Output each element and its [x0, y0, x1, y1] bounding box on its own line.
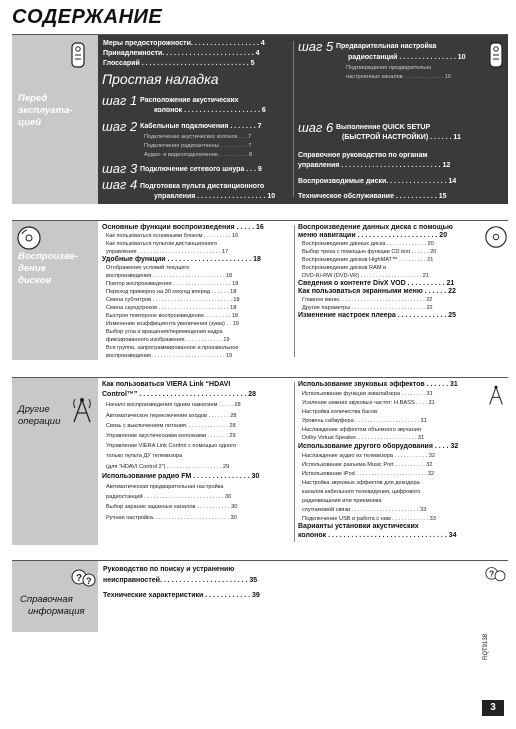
section-reference-content [98, 561, 508, 632]
toc-entry[interactable]: Меры предосторожности. . . . . . . . . . . . . . . . . . 4 [103, 40, 265, 47]
toc-subentry[interactable]: Вся группа, запрограммированное и произвольное [106, 345, 239, 351]
toc-entry[interactable]: Предварительная настройка [336, 43, 437, 50]
section-before-use-tab [484, 35, 508, 204]
toc-subentry[interactable]: Подтверждение предварительно [346, 65, 432, 71]
toc-entry[interactable]: Удобные функции . . . . . . . . . . . . . . . . . . . . . . 18 [102, 256, 261, 263]
toc-subentry[interactable]: Наслаждение эффектом объемного звучания [302, 426, 421, 433]
toc-entry[interactable]: радиостанций . . . . . . . . . . . . . . . 10 [348, 54, 466, 61]
side-label-line: Воспроизве- [18, 251, 78, 262]
toc-subentry[interactable]: Выбор угла и вращения/перемещения кадра [106, 329, 223, 335]
step-6-label: шаг 6 [298, 120, 334, 135]
toc-subentry[interactable]: Воспроизведение данных диска . . . . . . . . . . . . . 20 [302, 241, 434, 247]
toc-entry[interactable]: Варианты установки акустических [298, 523, 419, 531]
toc-subentry[interactable]: Управление акустическими колонками . . . . . . . 29 [106, 433, 236, 439]
toc-subentry[interactable]: настроенных каналов . . . . . . . . . . . . . 10 [346, 74, 451, 80]
svg-text:?: ? [76, 573, 83, 584]
toc-entry[interactable]: Воспроизводимые диски. . . . . . . . . . . . . . . . 14 [298, 178, 457, 185]
toc-entry[interactable]: (БЫСТРОЙ НАСТРОЙКИ) . . . . . . 11 [342, 134, 461, 141]
toc-subentry[interactable]: фиксированного изображения . . . . . . . . . . . . 19 [106, 337, 230, 343]
toc-entry[interactable]: Как пользоваться VIERA Link “HDAVI [102, 381, 231, 388]
toc-subentry[interactable]: Отображение условий текущего [106, 265, 190, 271]
toc-entry[interactable]: Принадлежности. . . . . . . . . . . . . . . . . . . . . . . . 4 [103, 50, 260, 57]
toc-subentry[interactable]: Использование функции эквалайзера . . . . . . . . 31 [302, 390, 433, 397]
toc-subentry[interactable]: Другие параметры . . . . . . . . . . . . . . . . . . . . . . . . 22 [302, 305, 433, 311]
section-other-operations-content [98, 378, 508, 545]
toc-subentry[interactable]: Уровень сабвуфера . . . . . . . . . . . . . . . . . . . . . 31 [302, 417, 427, 424]
section-reference-tab [484, 561, 508, 632]
toc-subentry[interactable]: Переход примерно на 30 секунд вперед . . . . . . 18 [106, 289, 237, 295]
toc-subentry[interactable]: Настройка количества басов: [302, 408, 379, 415]
toc-entry[interactable]: Как пользоваться экранными меню . . . . . . 22 [298, 288, 456, 295]
svg-text:?: ? [86, 576, 92, 586]
toc-subentry[interactable]: (для “HDAVI Control 2”) . . . . . . . . . . . . . . . . . . 29 [106, 463, 230, 470]
toc-subentry[interactable]: Выбор зарание заданных каналов . . . . . . . . . . . 30 [106, 504, 238, 511]
toc-subentry[interactable]: воспроизведение. . . . . . . . . . . . . . . . . . . . . . . . 19 [106, 353, 233, 359]
section-other-operations-tab [484, 378, 508, 545]
toc-subentry[interactable]: воспроизведения. . . . . . . . . . . . . . . . . . . . . . . . 18 [106, 273, 233, 279]
toc-entry[interactable]: колонок . . . . . . . . . . . . . . . . . . . . . . . . . . . . . . . 34 [298, 532, 457, 540]
column-divider [294, 382, 295, 542]
step-1-label: шаг 1 [102, 93, 138, 108]
toc-subentry[interactable]: Повтор воспроизведения . . . . . . . . . . . . . . . . . . . 18 [106, 281, 239, 287]
toc-subentry[interactable]: Использование разъема Music Port . . . . . . . . . . 32 [302, 462, 433, 469]
toc-subentry[interactable]: только пульта ДУ телевизора [106, 453, 183, 460]
section-disc-playback-tab [484, 221, 508, 360]
antenna-icon [70, 396, 94, 424]
step-4-label: шаг 4 [102, 177, 138, 192]
toc-entry[interactable]: Воспроизведение данных диска с помощью [298, 224, 453, 231]
toc-subentry[interactable]: Выбор трека с помощью функции CD text . . . . . . 20 [302, 249, 437, 255]
toc-subentry[interactable]: Подключение акустических колонок . . . 7 [144, 134, 252, 140]
side-label-line: информация [28, 606, 85, 617]
column-divider [294, 225, 295, 357]
toc-entry[interactable]: Использование другого оборудования . . . . 32 [298, 443, 459, 451]
toc-subentry[interactable]: Изменение коэффициента увеличения (зума) . . 19 [106, 321, 239, 327]
help-icon [484, 565, 506, 585]
toc-entry[interactable]: Техническое обслуживание . . . . . . . . . . . 15 [298, 193, 447, 200]
step-2-label: шаг 2 [102, 119, 138, 134]
toc-subentry[interactable]: Смена саундтреков . . . . . . . . . . . . . . . . . . . . . . . 18 [106, 305, 237, 311]
side-label-line: Другие [18, 404, 50, 415]
toc-subentry[interactable]: Связь с выключением питания. . . . . . . . . . . . . . 28 [106, 422, 236, 429]
remote-icon [486, 41, 506, 69]
toc-subentry[interactable]: Dolby Virtual Speaker. . . . . . . . . . . . . . . . . . . . 31 [302, 435, 425, 442]
svg-text:?: ? [489, 568, 495, 579]
side-label-line: Перед [18, 93, 48, 104]
toc-subentry[interactable]: каналов кабельного телевидения, цифрового [302, 488, 421, 495]
toc-entry[interactable]: Глоссарий . . . . . . . . . . . . . . . . . . . . . . . . . . . . 5 [103, 60, 255, 67]
toc-entry[interactable]: Кабельные подключения . . . . . . . 7 [140, 123, 262, 130]
page-number: 3 [482, 700, 504, 716]
toc-entry[interactable]: Расположение акустических [140, 97, 239, 104]
disc-icon [484, 225, 508, 249]
document-code: RQT9138 [483, 633, 489, 660]
toc-entry[interactable]: Control™” . . . . . . . . . . . . . . . . . . . . . . . . . . . . 28 [102, 391, 257, 399]
side-label-line: дение [18, 263, 46, 274]
toc-subentry[interactable]: Быстрое повторное воспроизведение. . . . . . . . . 18 [106, 313, 239, 319]
toc-subentry[interactable]: Усиление нижних звуковых частот: H.BASS . . . . 31 [302, 399, 435, 406]
side-label-line: дисков [18, 275, 52, 286]
toc-subentry[interactable]: Наслаждение аудио из телевизора . . . . . . . . . . . 32 [302, 453, 435, 460]
disc-icon [16, 225, 42, 251]
toc-entry[interactable]: Справочное руководство по органам [298, 152, 428, 159]
easy-setup-heading: Простая наладка [102, 71, 219, 87]
step-5-label: шаг 5 [298, 39, 334, 54]
remote-icon [68, 41, 88, 69]
toc-subentry[interactable]: DVD-R/-RW (DVD-VR) . . . . . . . . . . . . . . . . . . . . 21 [302, 273, 430, 279]
toc-entry[interactable]: Технические характеристики . . . . . . . . . . . . 39 [103, 592, 260, 599]
toc-subentry[interactable]: Главное меню. . . . . . . . . . . . . . . . . . . . . . . . . . . . 22 [302, 297, 433, 303]
column-divider [293, 41, 294, 197]
toc-subentry[interactable]: Как пользоваться пультом дистанционного [106, 241, 218, 247]
toc-entry[interactable]: Использование звуковых эффектов . . . . . . 31 [298, 381, 458, 388]
section-disc-playback-sidebar [12, 221, 98, 360]
toc-subentry[interactable]: Смена субтитров . . . . . . . . . . . . . . . . . . . . . . . . . . 18 [106, 297, 240, 303]
toc-subentry[interactable]: Начало воспроизведения одним нажатием . . . . . 28 [106, 402, 241, 409]
toc-entry[interactable]: Подключение сетевого шнура . . . 9 [140, 166, 262, 173]
help-icon [70, 567, 96, 591]
toc-entry[interactable]: управления . . . . . . . . . . . . . . . . . . 10 [154, 193, 276, 200]
toc-entry[interactable]: Изменение настроек плеера . . . . . . . . . . . . . 25 [298, 312, 457, 319]
section-reference-sidebar [12, 561, 98, 632]
toc-subentry[interactable]: Автоматическая предварительная настройка [106, 484, 224, 490]
antenna-icon [486, 384, 506, 406]
toc-subentry[interactable]: Настройка звуковых эффектов для декодера [302, 479, 420, 486]
page-title: СОДЕРЖАНИЕ [12, 6, 163, 28]
toc-subentry[interactable]: Подключение USB и работа с ним . . . . . . . . . . . . 33 [302, 515, 436, 522]
section-before-use-content [98, 35, 508, 204]
step-3-label: шаг 3 [102, 161, 138, 176]
section-other-operations-sidebar [12, 378, 98, 545]
side-label-line: цией [18, 117, 42, 128]
toc-subentry[interactable]: Воспроизведение дисков HighMAT™ . . . . . . . . . 21 [302, 257, 434, 263]
toc-entry[interactable]: Использование радио FM . . . . . . . . . . . . . . . 30 [102, 472, 260, 480]
toc-subentry[interactable]: Подключение радиоантенны . . . . . . . . . 7 [144, 143, 252, 149]
side-label-line: операции [18, 416, 61, 427]
toc-subentry[interactable]: Как пользоваться основными блоком . . . . . . . . . 16 [106, 233, 239, 239]
toc-subentry[interactable]: радиовещания или приемника [302, 497, 382, 504]
toc-entry[interactable]: неисправностей. . . . . . . . . . . . . . . . . . . . . . . 35 [103, 577, 258, 584]
toc-subentry[interactable]: спутниковой связи . . . . . . . . . . . . . . . . . . . . . . 33 [302, 506, 427, 513]
toc-subentry[interactable]: Ручная настройка. . . . . . . . . . . . . . . . . . . . . . . . . 30 [106, 514, 237, 521]
toc-subentry[interactable]: Использование iPod . . . . . . . . . . . . . . . . . . . . . . . 32 [302, 471, 434, 477]
toc-entry[interactable]: Руководство по поиску и устранению [103, 566, 235, 573]
toc-subentry[interactable]: Автоматическое переключение входов . . . . . . . 28 [106, 412, 237, 419]
toc-entry[interactable]: меню навигации . . . . . . . . . . . . . . . . . . . . . 20 [298, 232, 448, 239]
toc-subentry[interactable]: радиостанций . . . . . . . . . . . . . . . . . . . . . . . . . . 30 [106, 494, 232, 501]
section-disc-playback-content [98, 221, 508, 360]
toc-subentry[interactable]: Аудио- и видеоподключение. . . . . . . . . . 8 [144, 152, 253, 158]
side-label-line: эксплуата- [18, 105, 73, 116]
section-before-use-sidebar [12, 35, 98, 204]
toc-entry[interactable]: Сведения о контенте DivX VOD . . . . . . . . . . 21 [298, 280, 455, 287]
toc-subentry[interactable]: Воспроизведение дисков RAM и [302, 265, 387, 271]
toc-subentry[interactable]: Управление VIERA Link Control с помощью одного [106, 443, 237, 450]
toc-entry[interactable]: Подготовка пульта дистанционного [140, 183, 265, 190]
toc-entry[interactable]: Основные функции воспроизведения . . . . . 16 [102, 224, 264, 231]
toc-entry[interactable]: управления . . . . . . . . . . . . . . . . . . . . . . . . . . 12 [298, 162, 451, 169]
side-label-line: Справочная [20, 594, 73, 605]
toc-entry[interactable]: колонок . . . . . . . . . . . . . . . . . . . . 6 [154, 107, 266, 114]
toc-entry[interactable]: Выполнение QUICK SETUP [336, 124, 431, 131]
toc-subentry[interactable]: управления . . . . . . . . . . . . . . . . . . . . . . . . . . . 17 [106, 249, 229, 255]
